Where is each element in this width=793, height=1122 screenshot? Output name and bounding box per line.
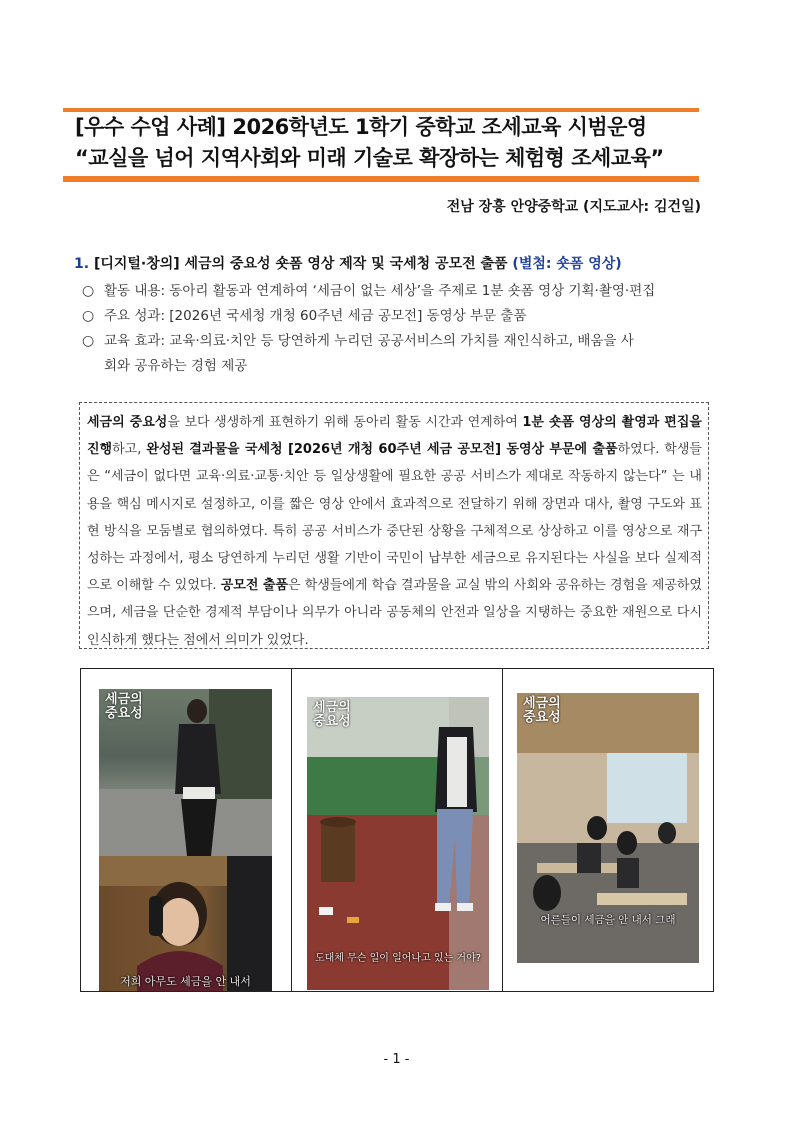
list-item [82, 354, 712, 379]
section-title: [디지털·창의] 세금의 중요성 숏폼 영상 제작 및 국세청 공모전 출품 [93, 256, 508, 272]
emphasis-text: 공모전 출품 [220, 578, 289, 594]
subtitle-caption: 저희 아무도 세금을 안 내서 [120, 975, 251, 988]
body-text: 을 보다 생생하게 표현하기 위해 동아리 활동 시간과 연계하여 [167, 415, 523, 430]
video-title-overlay: 세금의 중요성 [523, 696, 561, 725]
video-title-overlay: 세금의 중요성 [313, 700, 351, 729]
title-bottom-bar [63, 176, 699, 182]
body-text: 은 학생들에게 학습 결과물을 교실 밖의 사회와 공유하는 경험을 제공하였으며, 세금을 단순한 경제적 부담이나 의무가 아니라 공동체의 안전과 일상을 지탱하는 중요한 재원으로 다시 인식하게 했다는 점에서 의미가 있었다. [87, 578, 702, 648]
bullet-list [82, 279, 712, 379]
list-item [82, 304, 712, 329]
photo-cell-1 [81, 669, 292, 991]
bullet-text: 교육 효과: 교육·의료·치안 등 당연하게 누리던 공공서비스의 가치를 재인식하고, 배움을 사 [104, 333, 634, 349]
photo-cell-3 [503, 669, 713, 991]
emphasis-text: 1분 숏폼 영상의 촬영과 편집을 진행 [87, 415, 702, 458]
description-box [79, 402, 709, 649]
photo-table [80, 668, 714, 992]
scene-veranda [307, 697, 489, 990]
photo-cell-2 [292, 669, 503, 991]
body-text: 하고, [112, 442, 147, 458]
bullet-text: 활동 내용: 동아리 활동과 연계하여 ‘세금이 없는 세상’을 주제로 1분 숏폼 영상 기획·촬영·편집 [104, 283, 656, 299]
page-number: - 1 - [383, 1052, 410, 1067]
section-heading [74, 253, 622, 273]
emphasis-text: 완성된 결과물을 국세청 [2026년 개청 60주년 세금 공모전] 동영상 부문에 출품 [146, 442, 618, 458]
photo-classroom [517, 693, 699, 963]
body-text: 하였다. 학생들은 “세금이 없다면 교육·의료·교통·치안 등 일상생활에 필요한 공공 서비스가 제대로 작동하지 않는다” 는 내용을 핵심 메시지로 설정하고, 이를 짧은 영상 안에서 효과적으로 전달하기 위해 장면과 대사, 촬영 구도와 표현 방식을 모둠별로 협의하였다. 특히 공공 서비스가 중단된 상황을 구체적으로 상상하고 이를 영상으로 재구성하는 과정에서, 평소 당연하게 누리던 생활 기반이 국민이 납부한 세금으로 유지된다는 사실을 보다 실제적으로 이해할 수 있었다. [87, 442, 702, 594]
scene-telephone [99, 856, 272, 991]
list-item [82, 279, 712, 304]
title-line-1: [우수 수업 사례] 2026학년도 1학기 중학교 조세교육 시범운영 [75, 115, 647, 139]
circle-bullet-icon: ○ [82, 308, 95, 324]
photo-student-standing [307, 697, 489, 990]
photo-student-telephone [99, 856, 272, 991]
subtitle-caption: 도대체 무슨 일이 일어나고 있는 거야? [314, 953, 482, 964]
title-block [63, 108, 699, 182]
author-line: 전남 장흥 안양중학교 (지도교사: 김건일) [446, 199, 701, 215]
circle-bullet-icon: ○ [82, 333, 95, 349]
emphasis-text: 세금의 중요성 [87, 415, 168, 430]
title-line-2: “교실을 넘어 지역사회와 미래 기술로 확장하는 체험형 조세교육” [75, 146, 664, 170]
circle-bullet-icon: ○ [82, 283, 95, 299]
bullet-text: 주요 성과: [2026년 국세청 개청 60주년 세금 공모전] 동영상 부문 출품 [104, 308, 527, 324]
bullet-spacer [82, 354, 104, 379]
section-reference: (별첨: 숏폼 영상) [512, 256, 622, 272]
photo-student-phone-outdoor [99, 689, 272, 856]
video-title-overlay: 세금의 중요성 [105, 692, 143, 721]
bullet-text: 회와 공유하는 경험 제공 [104, 358, 248, 374]
list-item [82, 329, 712, 354]
subtitle-caption: 어른들이 세금을 안 내서 그래 [540, 914, 676, 926]
section-number: 1. [74, 256, 90, 272]
